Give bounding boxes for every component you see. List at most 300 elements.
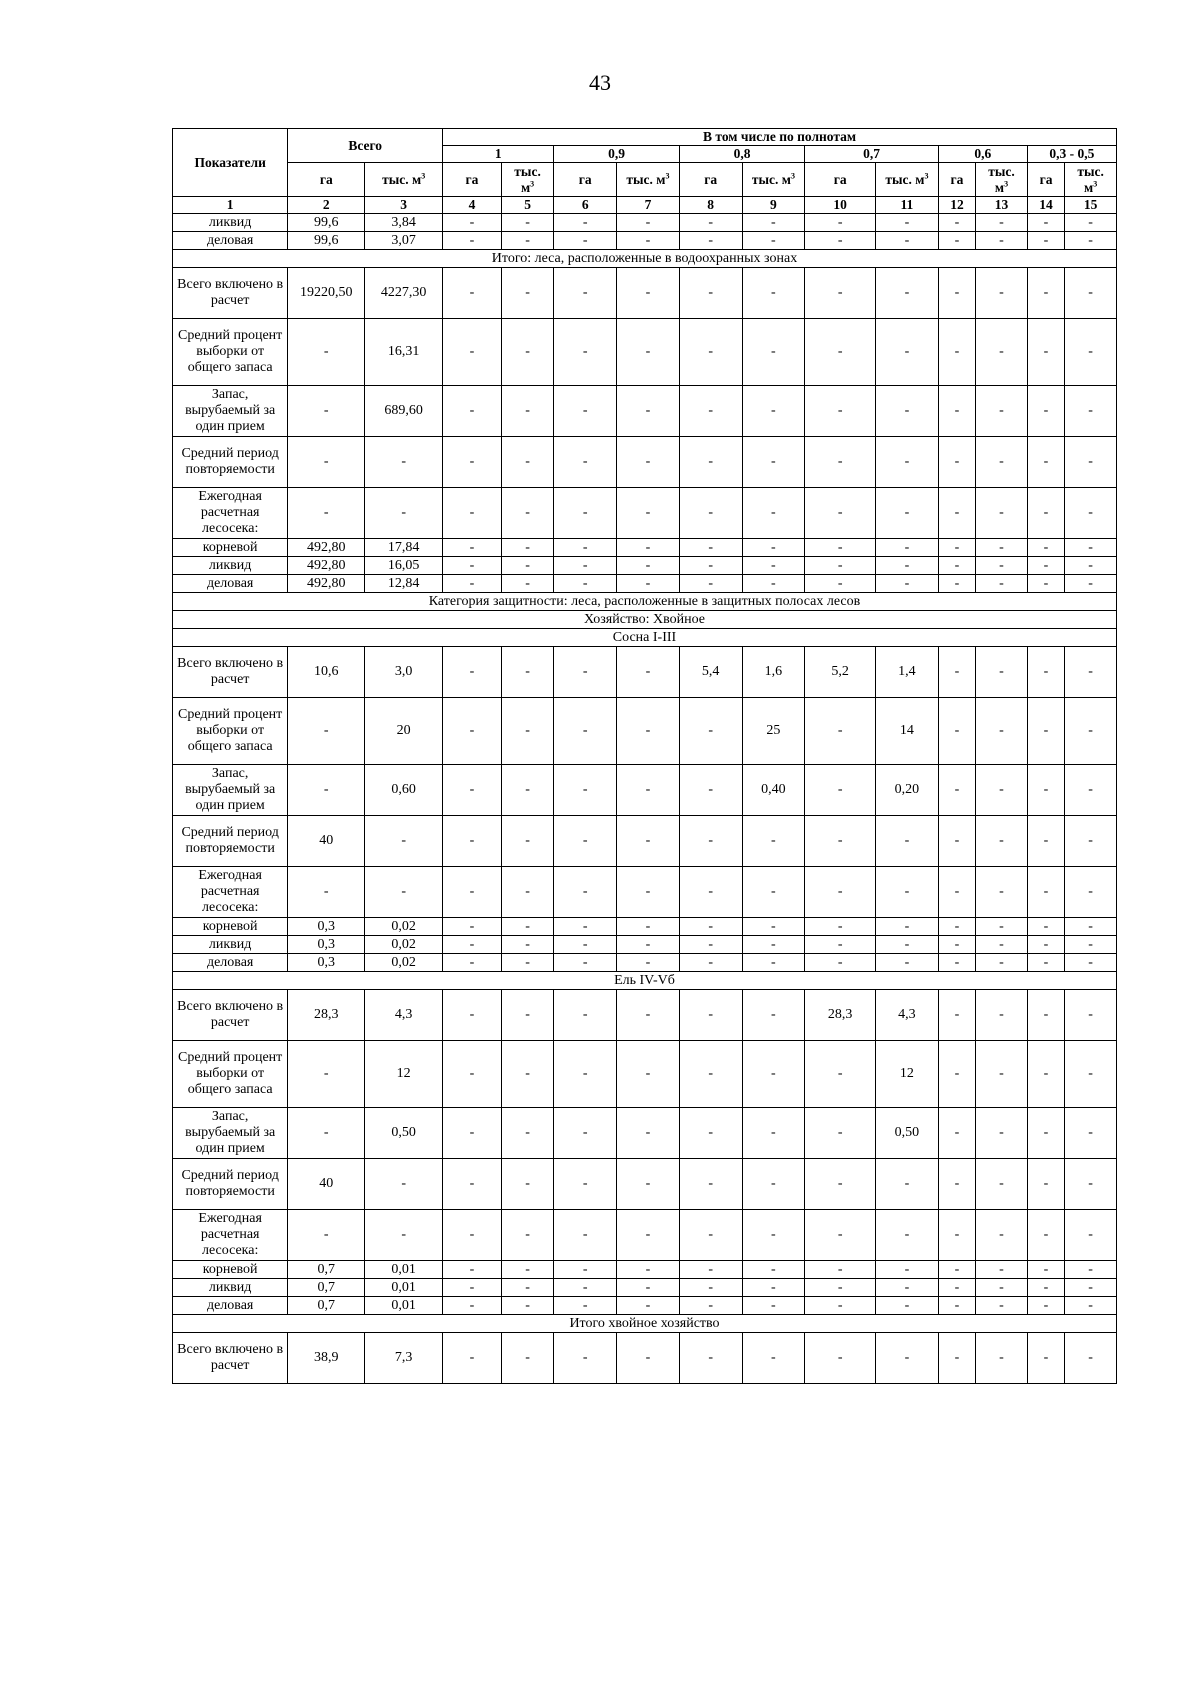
table-row xyxy=(173,1108,1117,1159)
table-cell: - xyxy=(679,816,742,867)
table-cell: - xyxy=(805,268,876,319)
column-number: 12 xyxy=(938,197,975,214)
table-cell: - xyxy=(742,437,805,488)
table-cell: - xyxy=(938,867,975,918)
table-cell: - xyxy=(1027,1041,1064,1108)
table-cell: - xyxy=(742,1279,805,1297)
table-cell: - xyxy=(805,437,876,488)
table-cell: - xyxy=(805,386,876,437)
table-cell: - xyxy=(805,488,876,539)
table-cell: 0,3 xyxy=(288,918,365,936)
table-row xyxy=(173,1210,1117,1261)
table-cell: - xyxy=(554,1041,617,1108)
table-cell: - xyxy=(443,488,502,539)
row-label: ликвид xyxy=(173,214,288,232)
table-cell: - xyxy=(443,990,502,1041)
table-cell: - xyxy=(1065,1041,1117,1108)
table-row xyxy=(173,488,1117,539)
table-cell: - xyxy=(501,557,554,575)
table-cell: - xyxy=(976,232,1028,250)
table-cell: - xyxy=(976,918,1028,936)
table-cell: 0,40 xyxy=(742,765,805,816)
section-row xyxy=(173,1315,1117,1333)
table-cell: - xyxy=(617,214,680,232)
section-title: Хозяйство: Хвойное xyxy=(173,611,1117,629)
section-row xyxy=(173,611,1117,629)
table-cell: - xyxy=(617,386,680,437)
table-cell: - xyxy=(876,918,939,936)
table-cell: - xyxy=(1065,214,1117,232)
table-cell: - xyxy=(554,918,617,936)
unit-ha: га xyxy=(805,163,876,197)
table-cell: - xyxy=(501,488,554,539)
table-cell: - xyxy=(617,488,680,539)
table-cell: - xyxy=(805,698,876,765)
table-cell: - xyxy=(365,1210,443,1261)
header-density: 0,3 - 0,5 xyxy=(1027,146,1116,163)
table-cell: - xyxy=(617,1210,680,1261)
table-cell: - xyxy=(1027,488,1064,539)
table-cell: - xyxy=(1027,268,1064,319)
table-cell: - xyxy=(617,1297,680,1315)
table-cell: - xyxy=(976,1297,1028,1315)
table-cell: - xyxy=(1065,765,1117,816)
table-cell: - xyxy=(501,386,554,437)
table-cell: - xyxy=(501,1279,554,1297)
table-cell: - xyxy=(1027,1108,1064,1159)
table-cell: - xyxy=(742,268,805,319)
table-cell: - xyxy=(679,954,742,972)
table-cell: - xyxy=(365,867,443,918)
table-cell: - xyxy=(938,1297,975,1315)
table-cell: - xyxy=(976,437,1028,488)
table-cell: - xyxy=(976,990,1028,1041)
table-cell: - xyxy=(938,816,975,867)
section-title: Сосна I-III xyxy=(173,629,1117,647)
table-cell: - xyxy=(443,1041,502,1108)
table-cell: - xyxy=(617,319,680,386)
table-cell: - xyxy=(1027,539,1064,557)
table-cell: - xyxy=(288,386,365,437)
table-cell: - xyxy=(805,557,876,575)
table-cell: - xyxy=(501,936,554,954)
table-row xyxy=(173,647,1117,698)
table-cell: - xyxy=(365,488,443,539)
table-cell: - xyxy=(1027,1297,1064,1315)
table-cell: 0,3 xyxy=(288,936,365,954)
table-row xyxy=(173,1159,1117,1210)
table-cell: 689,60 xyxy=(365,386,443,437)
row-label: ликвид xyxy=(173,557,288,575)
row-label: Всего включено в расчет xyxy=(173,268,288,319)
table-cell: 99,6 xyxy=(288,214,365,232)
table-cell: - xyxy=(938,539,975,557)
row-label: ликвид xyxy=(173,936,288,954)
page-number: 43 xyxy=(589,70,611,95)
table-cell: 12 xyxy=(876,1041,939,1108)
unit-volume: тыс. $м^3$ xyxy=(501,163,554,197)
table-cell: - xyxy=(1027,386,1064,437)
table-cell: - xyxy=(976,386,1028,437)
table-cell: - xyxy=(554,867,617,918)
table-cell: - xyxy=(1027,698,1064,765)
table-cell: - xyxy=(1027,936,1064,954)
table-cell: 5,4 xyxy=(679,647,742,698)
table-cell: - xyxy=(617,918,680,936)
table-cell: - xyxy=(554,539,617,557)
table-cell: - xyxy=(805,232,876,250)
table-cell: - xyxy=(617,268,680,319)
table-cell: - xyxy=(876,488,939,539)
table-row xyxy=(173,936,1117,954)
table-cell: - xyxy=(617,575,680,593)
table-cell: - xyxy=(1065,437,1117,488)
table-cell: - xyxy=(443,1261,502,1279)
table-cell: - xyxy=(443,539,502,557)
table-cell: - xyxy=(554,386,617,437)
table-cell: - xyxy=(976,214,1028,232)
table-cell: - xyxy=(679,386,742,437)
table-cell: - xyxy=(617,557,680,575)
table-cell: - xyxy=(805,1210,876,1261)
table-cell: - xyxy=(938,1261,975,1279)
table-cell: - xyxy=(1027,647,1064,698)
table-cell: - xyxy=(679,1108,742,1159)
table-cell: - xyxy=(679,1159,742,1210)
table-cell: - xyxy=(1065,936,1117,954)
table-cell: - xyxy=(742,1297,805,1315)
table-cell: - xyxy=(679,1279,742,1297)
table-cell: - xyxy=(288,488,365,539)
table-cell: - xyxy=(501,918,554,936)
table-cell: - xyxy=(554,936,617,954)
row-label: деловая xyxy=(173,232,288,250)
table-cell: - xyxy=(805,936,876,954)
table-cell: - xyxy=(679,1297,742,1315)
table-cell: - xyxy=(938,1333,975,1384)
table-cell: - xyxy=(742,1159,805,1210)
table-cell: 0,60 xyxy=(365,765,443,816)
table-cell: - xyxy=(679,1041,742,1108)
table-cell: - xyxy=(1065,990,1117,1041)
table-cell: - xyxy=(938,319,975,386)
table-cell: - xyxy=(1065,232,1117,250)
table-cell: - xyxy=(617,1108,680,1159)
table-cell: - xyxy=(1027,557,1064,575)
table-cell: - xyxy=(1065,575,1117,593)
table-cell: 16,31 xyxy=(365,319,443,386)
column-number: 1 xyxy=(173,197,288,214)
column-number: 3 xyxy=(365,197,443,214)
table-cell: 0,01 xyxy=(365,1261,443,1279)
table-cell: - xyxy=(617,990,680,1041)
table-cell: - xyxy=(501,816,554,867)
table-cell: 0,02 xyxy=(365,936,443,954)
table-cell: - xyxy=(976,765,1028,816)
table-cell: - xyxy=(1027,1279,1064,1297)
table-row xyxy=(173,1261,1117,1279)
table-row xyxy=(173,386,1117,437)
table-cell: - xyxy=(679,232,742,250)
table-cell: - xyxy=(501,437,554,488)
column-number: 15 xyxy=(1065,197,1117,214)
table-cell: - xyxy=(976,1041,1028,1108)
table-cell: - xyxy=(617,1041,680,1108)
section-row xyxy=(173,972,1117,990)
unit-volume: тыс. $м^3$ xyxy=(617,163,680,197)
table-cell: - xyxy=(742,319,805,386)
row-label: Средний период повторяемости xyxy=(173,437,288,488)
table-cell: - xyxy=(501,698,554,765)
table-cell: - xyxy=(1065,268,1117,319)
table-cell: - xyxy=(1027,437,1064,488)
table-cell: - xyxy=(1027,954,1064,972)
table-cell: - xyxy=(617,647,680,698)
table-cell: - xyxy=(876,1261,939,1279)
table-cell: - xyxy=(1027,918,1064,936)
table-cell: 0,7 xyxy=(288,1261,365,1279)
table-cell: - xyxy=(679,990,742,1041)
column-number: 5 xyxy=(501,197,554,214)
table-cell: - xyxy=(443,1279,502,1297)
table-row xyxy=(173,765,1117,816)
table-cell: - xyxy=(742,488,805,539)
table-cell: - xyxy=(554,1210,617,1261)
table-cell: - xyxy=(288,765,365,816)
table-cell: - xyxy=(501,232,554,250)
table-cell: - xyxy=(938,698,975,765)
table-row xyxy=(173,990,1117,1041)
table-cell: - xyxy=(288,1108,365,1159)
table-body xyxy=(173,214,1117,1384)
table-cell: 1,6 xyxy=(742,647,805,698)
table-cell: - xyxy=(501,1333,554,1384)
table-cell: - xyxy=(805,954,876,972)
column-number: 10 xyxy=(805,197,876,214)
table-cell: - xyxy=(938,918,975,936)
table-cell: - xyxy=(805,319,876,386)
table-cell: - xyxy=(443,575,502,593)
table-cell: - xyxy=(1065,539,1117,557)
header-indicators: Показатели xyxy=(173,129,288,197)
table-cell: - xyxy=(938,954,975,972)
column-number: 8 xyxy=(679,197,742,214)
table-cell: 0,02 xyxy=(365,954,443,972)
table-cell: - xyxy=(554,990,617,1041)
table-cell: - xyxy=(805,214,876,232)
table-cell: - xyxy=(501,954,554,972)
table-row xyxy=(173,954,1117,972)
table-cell: - xyxy=(876,1159,939,1210)
table-cell: - xyxy=(1027,1333,1064,1384)
table-cell: 28,3 xyxy=(805,990,876,1041)
table-cell: - xyxy=(805,539,876,557)
table-cell: - xyxy=(742,575,805,593)
table-cell: - xyxy=(1027,990,1064,1041)
table-cell: - xyxy=(742,867,805,918)
table-cell: - xyxy=(1065,386,1117,437)
table-cell: - xyxy=(976,954,1028,972)
table-cell: - xyxy=(1065,647,1117,698)
table-cell: - xyxy=(679,867,742,918)
table-cell: - xyxy=(554,488,617,539)
table-cell: - xyxy=(679,1210,742,1261)
unit-volume: тыс. $м^3$ xyxy=(876,163,939,197)
table-cell: - xyxy=(876,575,939,593)
table-cell: - xyxy=(805,765,876,816)
table-cell: - xyxy=(742,1041,805,1108)
table-cell: 20 xyxy=(365,698,443,765)
row-label: Средний процент выборки от общего запаса xyxy=(173,698,288,765)
table-cell: - xyxy=(554,816,617,867)
column-number: 2 xyxy=(288,197,365,214)
table-cell: - xyxy=(976,488,1028,539)
table-cell: - xyxy=(617,765,680,816)
row-label: Запас, вырубаемый за один прием xyxy=(173,386,288,437)
header-density: 0,7 xyxy=(805,146,939,163)
table-row xyxy=(173,1041,1117,1108)
table-row xyxy=(173,268,1117,319)
table-cell: - xyxy=(501,1297,554,1315)
table-cell: - xyxy=(805,575,876,593)
table-header xyxy=(173,129,1117,214)
table-cell: - xyxy=(554,232,617,250)
table-cell: - xyxy=(1027,1261,1064,1279)
table-cell: - xyxy=(501,867,554,918)
table-cell: - xyxy=(288,867,365,918)
table-cell: - xyxy=(554,557,617,575)
row-label: Средний процент выборки от общего запаса xyxy=(173,1041,288,1108)
table-cell: - xyxy=(443,386,502,437)
table-cell: - xyxy=(617,1279,680,1297)
table-cell: - xyxy=(501,268,554,319)
table-cell: - xyxy=(443,1210,502,1261)
table-cell: - xyxy=(742,557,805,575)
table-cell: - xyxy=(443,319,502,386)
table-cell: - xyxy=(443,867,502,918)
table-cell: - xyxy=(501,647,554,698)
table-cell: - xyxy=(1065,816,1117,867)
table-cell: - xyxy=(1065,954,1117,972)
table-cell: - xyxy=(679,437,742,488)
table-cell: - xyxy=(742,232,805,250)
table-cell: - xyxy=(976,557,1028,575)
unit-ha: га xyxy=(938,163,975,197)
table-cell: - xyxy=(679,936,742,954)
table-cell: - xyxy=(976,1210,1028,1261)
table-cell: - xyxy=(976,539,1028,557)
table-cell: - xyxy=(679,539,742,557)
unit-ha: га xyxy=(679,163,742,197)
table-cell: - xyxy=(805,1108,876,1159)
table-cell: - xyxy=(742,1108,805,1159)
table-cell: - xyxy=(1065,1333,1117,1384)
table-cell: - xyxy=(617,867,680,918)
table-row xyxy=(173,214,1117,232)
table-cell: 16,05 xyxy=(365,557,443,575)
table-cell: - xyxy=(1065,1108,1117,1159)
table-cell: - xyxy=(554,698,617,765)
table-cell: - xyxy=(443,232,502,250)
row-label: Ежегодная расчетная лесосека: xyxy=(173,1210,288,1261)
table-cell: 5,2 xyxy=(805,647,876,698)
table-cell: - xyxy=(876,268,939,319)
table-cell: - xyxy=(679,575,742,593)
table-cell: - xyxy=(679,319,742,386)
table-cell: - xyxy=(617,954,680,972)
table-cell: - xyxy=(501,539,554,557)
table-cell: - xyxy=(288,437,365,488)
table-cell: - xyxy=(443,1297,502,1315)
table-cell: - xyxy=(679,557,742,575)
table-cell: - xyxy=(501,1210,554,1261)
row-label: Средний период повторяемости xyxy=(173,1159,288,1210)
header-density: 0,9 xyxy=(554,146,679,163)
table-cell: - xyxy=(617,1159,680,1210)
table-cell: 14 xyxy=(876,698,939,765)
table-cell: 25 xyxy=(742,698,805,765)
table-cell: - xyxy=(938,557,975,575)
table-cell: - xyxy=(805,1333,876,1384)
table-cell: - xyxy=(938,1159,975,1210)
table-cell: - xyxy=(443,698,502,765)
table-cell: - xyxy=(876,437,939,488)
table-cell: - xyxy=(443,1108,502,1159)
table-row xyxy=(173,1297,1117,1315)
column-number: 11 xyxy=(876,197,939,214)
table-cell: - xyxy=(554,319,617,386)
table-cell: - xyxy=(501,575,554,593)
table-cell: 38,9 xyxy=(288,1333,365,1384)
table-cell: - xyxy=(679,918,742,936)
table-cell: - xyxy=(876,816,939,867)
table-cell: - xyxy=(1027,1210,1064,1261)
table-cell: - xyxy=(501,1108,554,1159)
section-row xyxy=(173,250,1117,268)
row-label: деловая xyxy=(173,575,288,593)
table-cell: 0,02 xyxy=(365,918,443,936)
table-cell: 0,50 xyxy=(365,1108,443,1159)
table-cell: 0,01 xyxy=(365,1297,443,1315)
table-cell: - xyxy=(288,1210,365,1261)
table-cell: - xyxy=(554,647,617,698)
table-cell: - xyxy=(938,437,975,488)
table-cell: - xyxy=(805,867,876,918)
forest-table xyxy=(172,128,1117,1384)
table-cell: - xyxy=(554,1159,617,1210)
row-label: Средний процент выборки от общего запаса xyxy=(173,319,288,386)
unit-ha: га xyxy=(1027,163,1064,197)
table-cell: 492,80 xyxy=(288,557,365,575)
table-cell: - xyxy=(554,437,617,488)
table-cell: - xyxy=(938,214,975,232)
row-label: деловая xyxy=(173,954,288,972)
row-label: корневой xyxy=(173,1261,288,1279)
column-numbers-row xyxy=(173,197,1117,214)
table-cell: - xyxy=(443,1333,502,1384)
table-cell: - xyxy=(1027,765,1064,816)
table-cell: 492,80 xyxy=(288,575,365,593)
table-cell: - xyxy=(742,1210,805,1261)
table-cell: - xyxy=(876,1210,939,1261)
table-cell: - xyxy=(443,1159,502,1210)
table-cell: 0,01 xyxy=(365,1279,443,1297)
table-cell: - xyxy=(805,1297,876,1315)
table-cell: - xyxy=(876,232,939,250)
table-cell: - xyxy=(365,437,443,488)
table-cell: - xyxy=(443,214,502,232)
row-label: Средний период повторяемости xyxy=(173,816,288,867)
